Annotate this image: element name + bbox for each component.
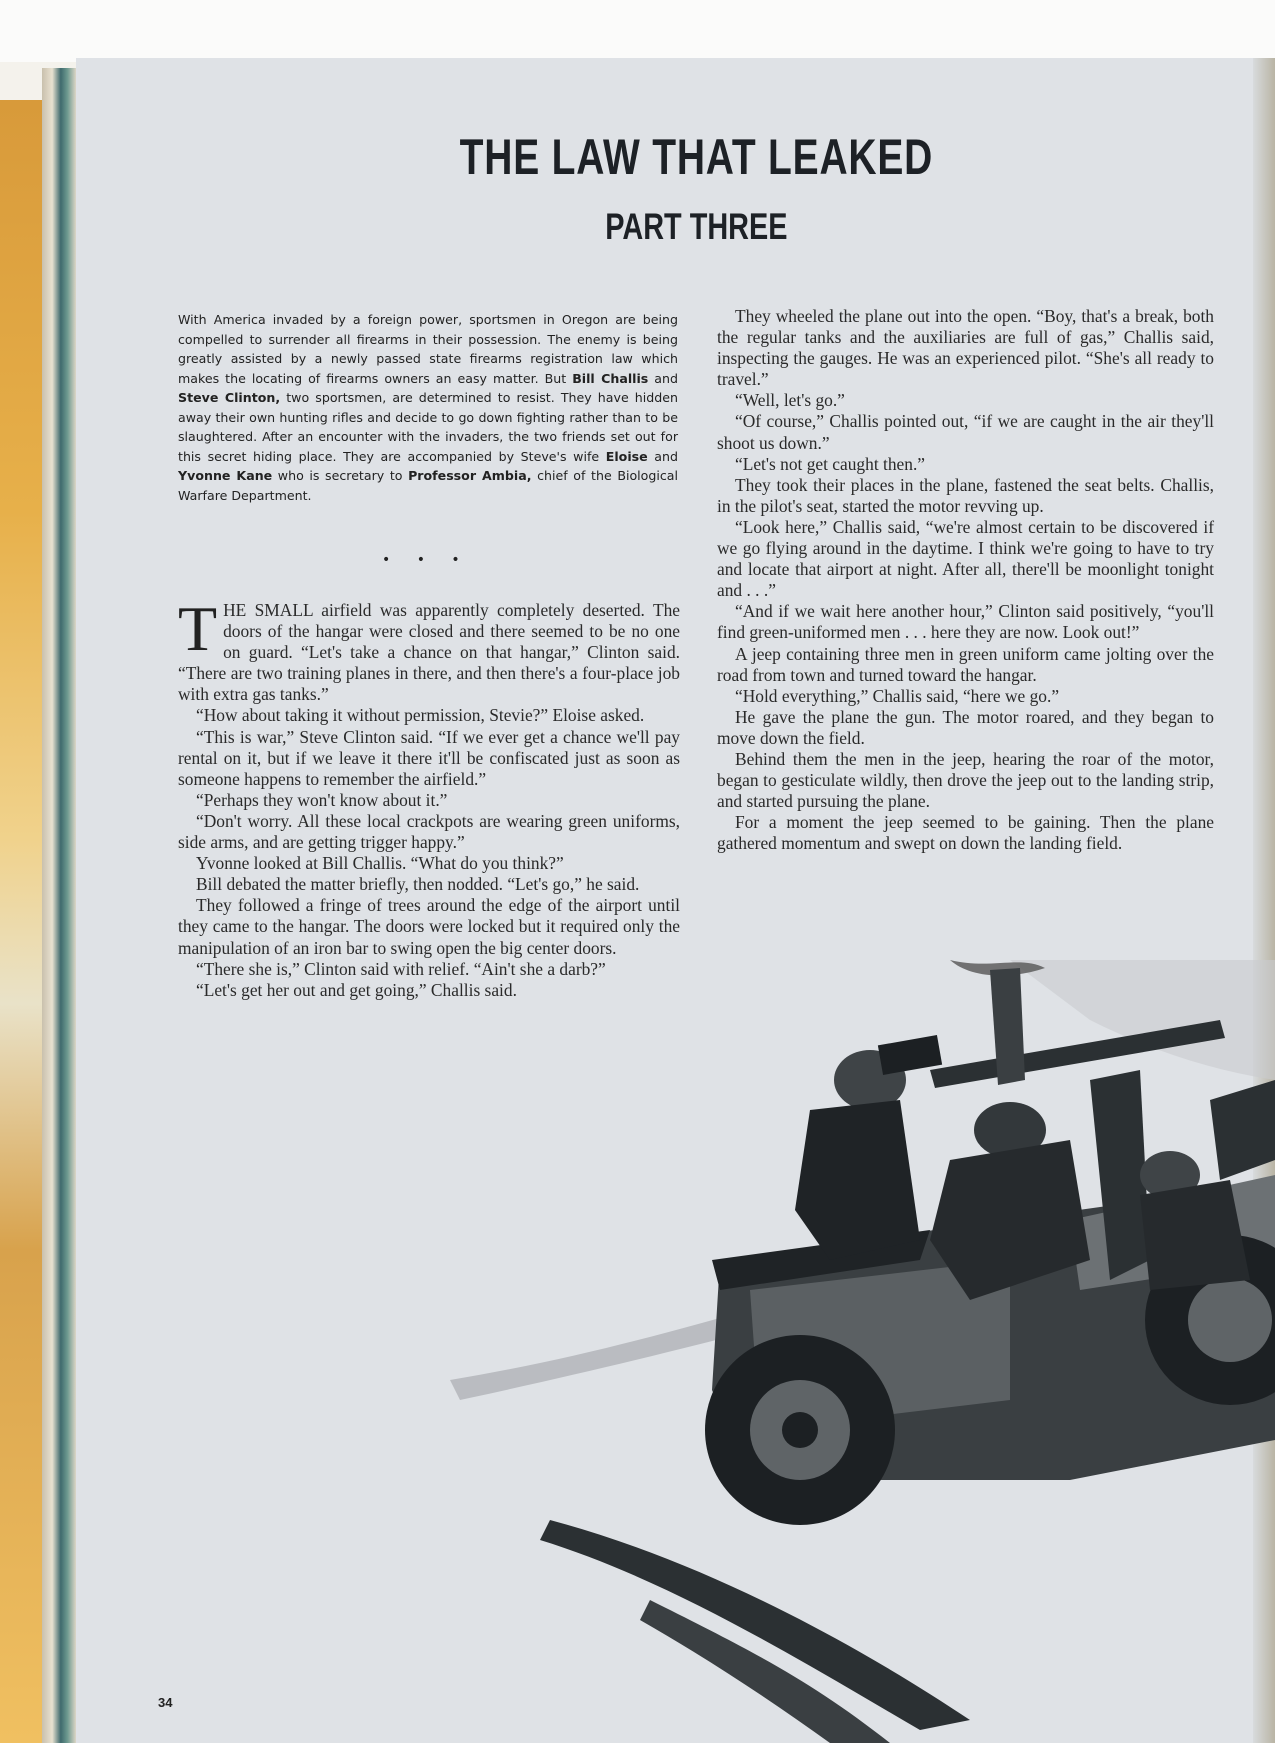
synopsis-text: two sportsmen, are determined to resist. They have hidden away their own hunting rifles and decide to go down fighting rather than to be slaughtered. After an encounter with the invaders, the two friends set out for this secret hiding place. They are accompanied by Steve's wife bbox=[178, 390, 679, 464]
story-paragraph: “Look here,” Challis said, “we're almost certain to be discovered if we go flying around in the daytime. I think we're going to have to try and locate that airport at night. After all, there'll be moonlight tonight and . . .” bbox=[717, 516, 1214, 601]
first-paragraph-text: HE SMALL airfield was apparently completely deserted. The doors of the hangar were closed and there seemed to be no one on guard. “Let's take a chance on that hangar,” Clinton said. “There are two training planes in there, and then there's a four-place job with extra gas tanks.” bbox=[178, 600, 680, 705]
story-paragraph: “Perhaps they won't know about it.” bbox=[196, 789, 448, 810]
page-number: 34 bbox=[158, 1695, 173, 1710]
synopsis-name: Steve Clinton, bbox=[178, 390, 281, 405]
story-paragraph: Yvonne looked at Bill Challis. “What do you think?” bbox=[196, 853, 564, 874]
story-paragraph: “Let's not get caught then.” bbox=[735, 453, 926, 474]
story-paragraph: “This is war,” Steve Clinton said. “If we ever get a chance we'll pay rental on it, but if we leave it there it'll be confiscated just as soon as someone happens to remember the airfield.” bbox=[178, 726, 680, 789]
story-paragraph: Behind them the men in the jeep, hearing the roar of the motor, began to gesticulate wildly, then drove the jeep out to the landing strip, and started pursuing the plane. bbox=[717, 748, 1214, 812]
story-paragraph: They wheeled the plane out into the open. “Boy, that's a break, both the regular tanks and the auxiliaries are full of gas,” Challis said, inspecting the gauges. He was an experienced pilot. “She's all ready to travel.” bbox=[717, 306, 1214, 390]
article-subtitle: PART THREE bbox=[605, 206, 788, 247]
story-paragraph: Bill debated the matter briefly, then nodded. “Let's go,” he said. bbox=[196, 874, 640, 895]
synopsis-text: With America invaded by a foreign power, sportsmen in Oregon are being compelled to surrender all firearms in their possession. The enemy is being greatly assisted by a newly passed state firearms registration law which makes the locating of firearms owners an easy matter. But bbox=[178, 312, 678, 386]
synopsis-name: Professor Ambia, bbox=[408, 468, 532, 483]
magazine-spine bbox=[42, 68, 76, 1743]
story-paragraph: “How about taking it without permission, Stevie?” Eloise asked. bbox=[196, 705, 645, 726]
story-paragraph: “Don't worry. All these local crackpots are wearing green uniforms, side arms, and are getting trigger happy.” bbox=[178, 810, 680, 853]
adjacent-page-edge bbox=[0, 100, 48, 1743]
article-title: THE LAW THAT LEAKED bbox=[459, 129, 934, 185]
story-column-right bbox=[717, 306, 1214, 854]
jeep-soldiers-illustration bbox=[450, 960, 1275, 1743]
story-paragraph: “And if we wait here another hour,” Clinton said positively, “you'll find green-uniformed men . . . here they are now. Look out!” bbox=[717, 601, 1214, 643]
story-paragraph: They followed a fringe of trees around the edge of the airport until they came to the hangar. The doors were locked but it required only the manipulation of an iron bar to swing open the big center doors. bbox=[178, 895, 680, 958]
synopsis-name: Yvonne Kane bbox=[178, 468, 273, 483]
synopsis-text: and bbox=[647, 448, 679, 464]
section-separator: • • • bbox=[382, 552, 471, 568]
synopsis-text: who is secretary to bbox=[272, 468, 409, 483]
drop-cap: T bbox=[178, 593, 218, 664]
story-paragraph: “Let's get her out and get going,” Challis said. bbox=[196, 979, 517, 1000]
synopsis-name: Bill Challis bbox=[572, 370, 649, 386]
scan-background bbox=[0, 0, 1275, 62]
synopsis-name: Eloise bbox=[605, 448, 648, 464]
story-paragraph: “Hold everything,” Challis said, “here we go.” bbox=[735, 685, 1060, 706]
story-paragraph: For a moment the jeep seemed to be gaining. Then the plane gathered momentum and swept on down the landing field. bbox=[717, 812, 1214, 854]
synopsis-text: chief of the Biological Warfare Department. bbox=[178, 468, 678, 503]
story-paragraph: “There she is,” Clinton said with relief. “Ain't she a darb?” bbox=[196, 958, 606, 979]
story-paragraph: They took their places in the plane, fastened the seat belts. Challis, in the pilot's seat, started the motor revving up. bbox=[717, 474, 1214, 516]
story-paragraph: He gave the plane the gun. The motor roared, and they began to move down the field. bbox=[717, 706, 1214, 748]
synopsis-paragraph bbox=[178, 310, 678, 505]
story-column-left bbox=[178, 593, 680, 1001]
story-paragraph: “Well, let's go.” bbox=[735, 390, 845, 411]
synopsis-text: and bbox=[648, 370, 678, 386]
first-paragraph bbox=[178, 593, 680, 705]
story-paragraph: A jeep containing three men in green uniform came jolting over the road from town and turned toward the hangar. bbox=[717, 643, 1214, 685]
story-paragraph: “Of course,” Challis pointed out, “if we are caught in the air they'll shoot us down.” bbox=[717, 411, 1214, 453]
